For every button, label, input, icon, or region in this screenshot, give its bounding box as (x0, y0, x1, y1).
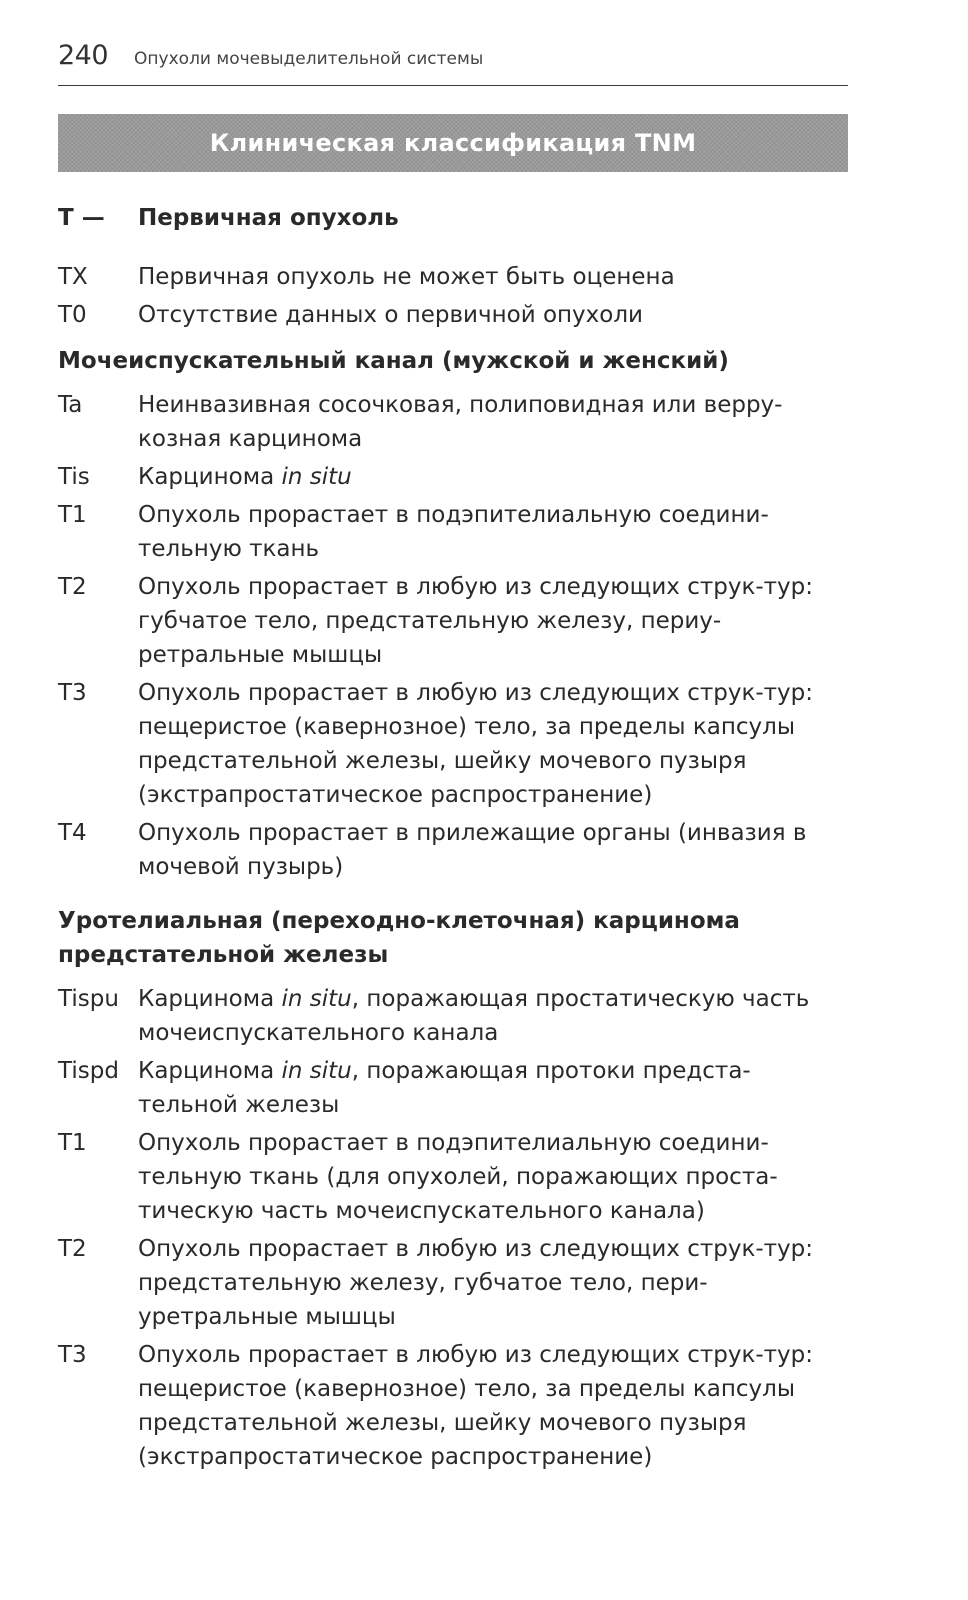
classification-entry (58, 498, 848, 566)
classification-entry (58, 570, 848, 672)
entry-text-italic: in situ (281, 986, 352, 1012)
entry-text: Опухоль прорастает в любую из следующих струк-тур: предстательную железу, губчатое тело, пери-уретральные мышцы (138, 1236, 813, 1330)
entry-text-italic: in situ (281, 464, 352, 490)
classification-entry (58, 388, 848, 456)
entry-code: T3 (58, 680, 87, 706)
entry-code: Tispd (58, 1058, 119, 1084)
entry-text (138, 982, 848, 1050)
entry-text (138, 460, 848, 494)
entry-code: T2 (58, 1236, 87, 1262)
entry-code: Tis (58, 464, 90, 490)
entry-text: Отсутствие данных о первичной опухоли (138, 302, 644, 328)
t-section-title: Первичная опухоль (138, 205, 399, 231)
entry-code: T4 (58, 820, 87, 846)
entry-text: Опухоль прорастает в любую из следующих струк-тур: пещеристое (кавернозное) тело, за пределы капсулы предстательной железы, шейку мочевого пузыря (экстрапростатическое распространение) (138, 680, 813, 808)
entry-text: Опухоль прорастает в прилежащие органы (инвазия в мочевой пузырь) (138, 820, 807, 880)
entry-code: T1 (58, 502, 87, 528)
entry-text: Первичная опухоль не может быть оценена (138, 264, 675, 290)
classification-entry (58, 298, 848, 332)
entry-code: T0 (58, 302, 87, 328)
entry-text-after: , поражающая протоки предста-тельной железы (138, 1058, 751, 1118)
general-entries (58, 260, 848, 332)
entry-text-before: Карцинома (138, 1058, 282, 1084)
entry-text: Опухоль прорастает в любую из следующих струк-тур: пещеристое (кавернозное) тело, за пределы капсулы предстательной железы, шейку мочевого пузыря (экстрапростатическое распространение) (138, 1342, 813, 1470)
entry-text-before: Карцинома (138, 986, 282, 1012)
classification-entry (58, 1232, 848, 1334)
classification-entry (58, 1338, 848, 1474)
classification-entry (58, 260, 848, 294)
urethra-entries (58, 388, 848, 884)
book-page (58, 40, 848, 1478)
entry-text: Опухоль прорастает в подэпителиальную соедини-тельную ткань (для опухолей, поражающих проста-тическую часть мочеиспускательного канала) (138, 1130, 778, 1224)
entry-text-italic: in situ (281, 1058, 352, 1084)
classification-entry (58, 816, 848, 884)
prostate-heading: Уротелиальная (переходно-клеточная) карцинома предстательной железы (58, 908, 740, 968)
entry-code: T3 (58, 1342, 87, 1368)
urethra-heading: Мочеиспускательный канал (мужской и женский) (58, 348, 729, 374)
entry-code: T1 (58, 1130, 87, 1156)
classification-entry (58, 1126, 848, 1228)
page-number: 240 (58, 40, 109, 71)
classification-entry (58, 676, 848, 812)
entry-code: Tispu (58, 986, 119, 1012)
classification-entry (58, 1054, 848, 1122)
section-banner (58, 114, 848, 172)
entry-code: T2 (58, 574, 87, 600)
entry-text-before: Карцинома (138, 464, 282, 490)
entry-code: Ta (58, 392, 83, 418)
classification-entry (58, 982, 848, 1050)
t-section-code: T — (58, 205, 105, 231)
t-section-heading (58, 202, 848, 234)
prostate-entries (58, 982, 848, 1474)
entry-text-after: , поражающая простатическую часть мочеиспускательного канала (138, 986, 810, 1046)
running-head (58, 40, 848, 86)
entry-text: Опухоль прорастает в подэпителиальную соедини-тельную ткань (138, 502, 769, 562)
entry-code: TX (58, 264, 88, 290)
entry-text (138, 1054, 848, 1122)
entry-text: Опухоль прорастает в любую из следующих струк-тур: губчатое тело, предстательную железу, периу-ретральные мышцы (138, 574, 813, 668)
banner-title: Клиническая классификация TNM (209, 129, 697, 157)
running-title: Опухоли мочевыделительной системы (134, 49, 484, 69)
entry-text: Неинвазивная сосочковая, полиповидная или верру-козная карцинома (138, 392, 783, 452)
classification-entry (58, 460, 848, 494)
